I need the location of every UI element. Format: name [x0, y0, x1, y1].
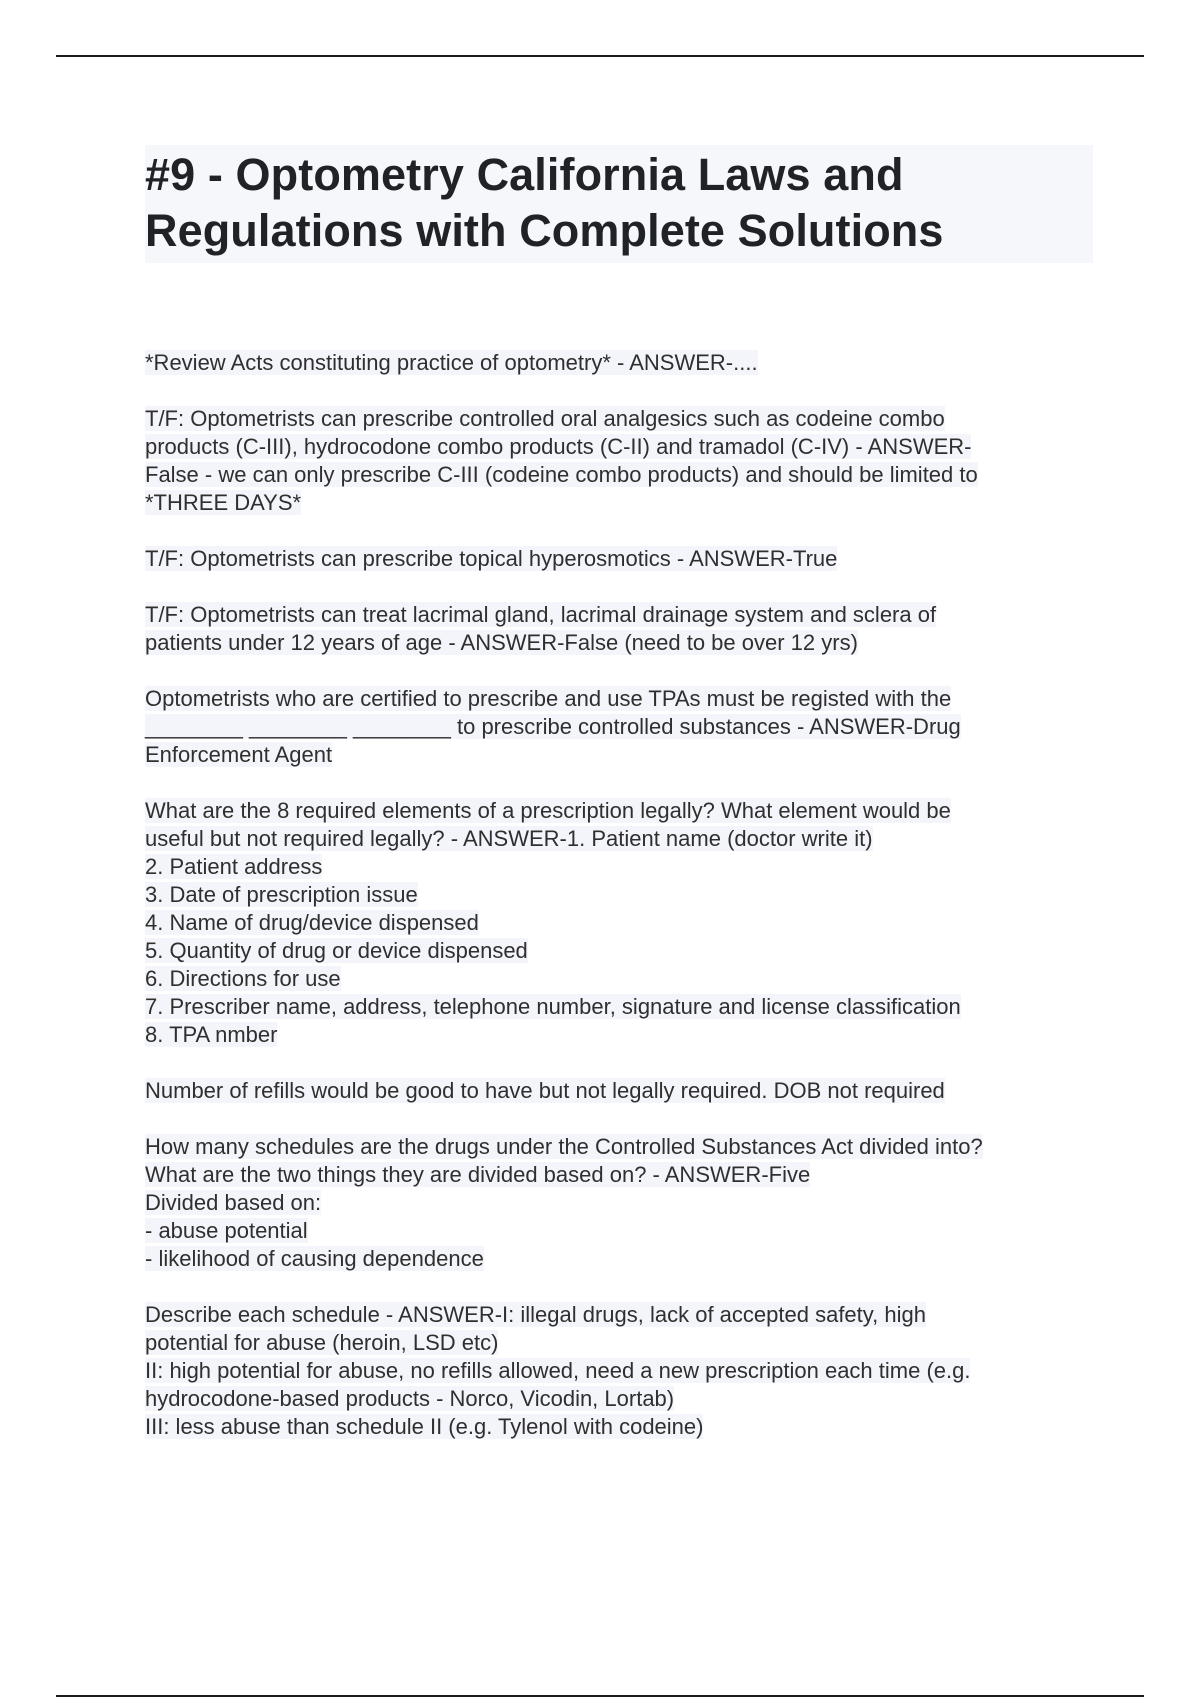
qa-line [145, 349, 1090, 377]
qa-line [145, 685, 1090, 713]
qa-line [145, 881, 1090, 909]
qa-line [145, 993, 1090, 1021]
qa-line-text: Divided based on: [145, 1190, 322, 1215]
document-title: #9 - Optometry California Laws and Regulations with Complete Solutions [145, 149, 944, 256]
qa-line-text: 2. Patient address [145, 854, 323, 879]
qa-line-text: Number of refills would be good to have but not legally required. DOB not required [145, 1078, 945, 1103]
qa-line [145, 1021, 1090, 1049]
qa-line [145, 545, 1090, 573]
qa-item [145, 405, 1090, 517]
qa-line-text: How many schedules are the drugs under the Controlled Substances Act divided into? [145, 1134, 983, 1159]
qa-item [145, 601, 1090, 657]
qa-line [145, 1413, 1090, 1441]
qa-line [145, 1301, 1090, 1329]
qa-line-text: 3. Date of prescription issue [145, 882, 418, 907]
qa-line-text: 7. Prescriber name, address, telephone number, signature and license classification [145, 994, 961, 1019]
qa-line-text: - abuse potential [145, 1218, 308, 1243]
qa-line-text: T/F: Optometrists can prescribe topical hyperosmotics - ANSWER-True [145, 546, 838, 571]
qa-line-text: 8. TPA nmber [145, 1022, 278, 1047]
qa-line [145, 489, 1090, 517]
qa-line [145, 601, 1090, 629]
qa-line-text: 4. Name of drug/device dispensed [145, 910, 479, 935]
qa-item [145, 545, 1090, 573]
qa-line-text: Enforcement Agent [145, 742, 333, 767]
qa-list [145, 349, 1090, 1441]
qa-line-text: Describe each schedule - ANSWER-I: illegal drugs, lack of accepted safety, high [145, 1302, 926, 1327]
qa-line-text: III: less abuse than schedule II (e.g. Tylenol with codeine) [145, 1414, 704, 1439]
qa-item [145, 1133, 1090, 1273]
qa-line-text: ________ ________ ________ to prescribe controlled substances - ANSWER-Drug [145, 714, 961, 739]
qa-item [145, 797, 1090, 1049]
qa-line-text: Optometrists who are certified to prescribe and use TPAs must be registed with the [145, 686, 952, 711]
qa-line-text: What are the two things they are divided based on? - ANSWER-Five [145, 1162, 811, 1187]
qa-item [145, 685, 1090, 769]
qa-line [145, 909, 1090, 937]
qa-line-text: useful but not required legally? - ANSWER-1. Patient name (doctor write it) [145, 826, 873, 851]
qa-line-text: 6. Directions for use [145, 966, 341, 991]
top-rule [56, 55, 1144, 57]
qa-line [145, 965, 1090, 993]
qa-line [145, 713, 1090, 741]
qa-line [145, 1217, 1090, 1245]
qa-line [145, 1161, 1090, 1189]
qa-item [145, 349, 1090, 377]
qa-line-text: II: high potential for abuse, no refills allowed, need a new prescription each time (e.g. [145, 1358, 971, 1383]
qa-line-text: patients under 12 years of age - ANSWER-False (need to be over 12 yrs) [145, 630, 858, 655]
qa-line-text: T/F: Optometrists can treat lacrimal gland, lacrimal drainage system and sclera of [145, 602, 937, 627]
qa-line-text: *Review Acts constituting practice of optometry* - ANSWER-.... [145, 350, 758, 375]
bottom-rule [56, 1695, 1144, 1697]
qa-line-text: products (C-III), hydrocodone combo products (C-II) and tramadol (C-IV) - ANSWER- [145, 434, 972, 459]
qa-item [145, 1077, 1090, 1105]
qa-line [145, 433, 1090, 461]
qa-line [145, 853, 1090, 881]
qa-line-text: potential for abuse (heroin, LSD etc) [145, 1330, 499, 1355]
title-block [145, 145, 1093, 263]
qa-line [145, 629, 1090, 657]
qa-line [145, 1329, 1090, 1357]
qa-line [145, 405, 1090, 433]
qa-line [145, 1133, 1090, 1161]
qa-line-text: 5. Quantity of drug or device dispensed [145, 938, 528, 963]
qa-item [145, 1301, 1090, 1441]
qa-line [145, 1189, 1090, 1217]
qa-line-text: hydrocodone-based products - Norco, Vicodin, Lortab) [145, 1386, 675, 1411]
qa-line [145, 797, 1090, 825]
qa-line [145, 461, 1090, 489]
qa-line [145, 1385, 1090, 1413]
qa-line-text: False - we can only prescribe C-III (codeine combo products) and should be limited to [145, 462, 978, 487]
qa-line [145, 937, 1090, 965]
qa-line [145, 1357, 1090, 1385]
qa-line-text: *THREE DAYS* [145, 490, 302, 515]
qa-line-text: T/F: Optometrists can prescribe controlled oral analgesics such as codeine combo [145, 406, 945, 431]
qa-line-text: What are the 8 required elements of a prescription legally? What element would be [145, 798, 951, 823]
qa-line [145, 1077, 1090, 1105]
qa-line [145, 741, 1090, 769]
qa-line [145, 1245, 1090, 1273]
document-body [145, 145, 1090, 1469]
qa-line [145, 825, 1090, 853]
qa-line-text: - likelihood of causing dependence [145, 1246, 484, 1271]
